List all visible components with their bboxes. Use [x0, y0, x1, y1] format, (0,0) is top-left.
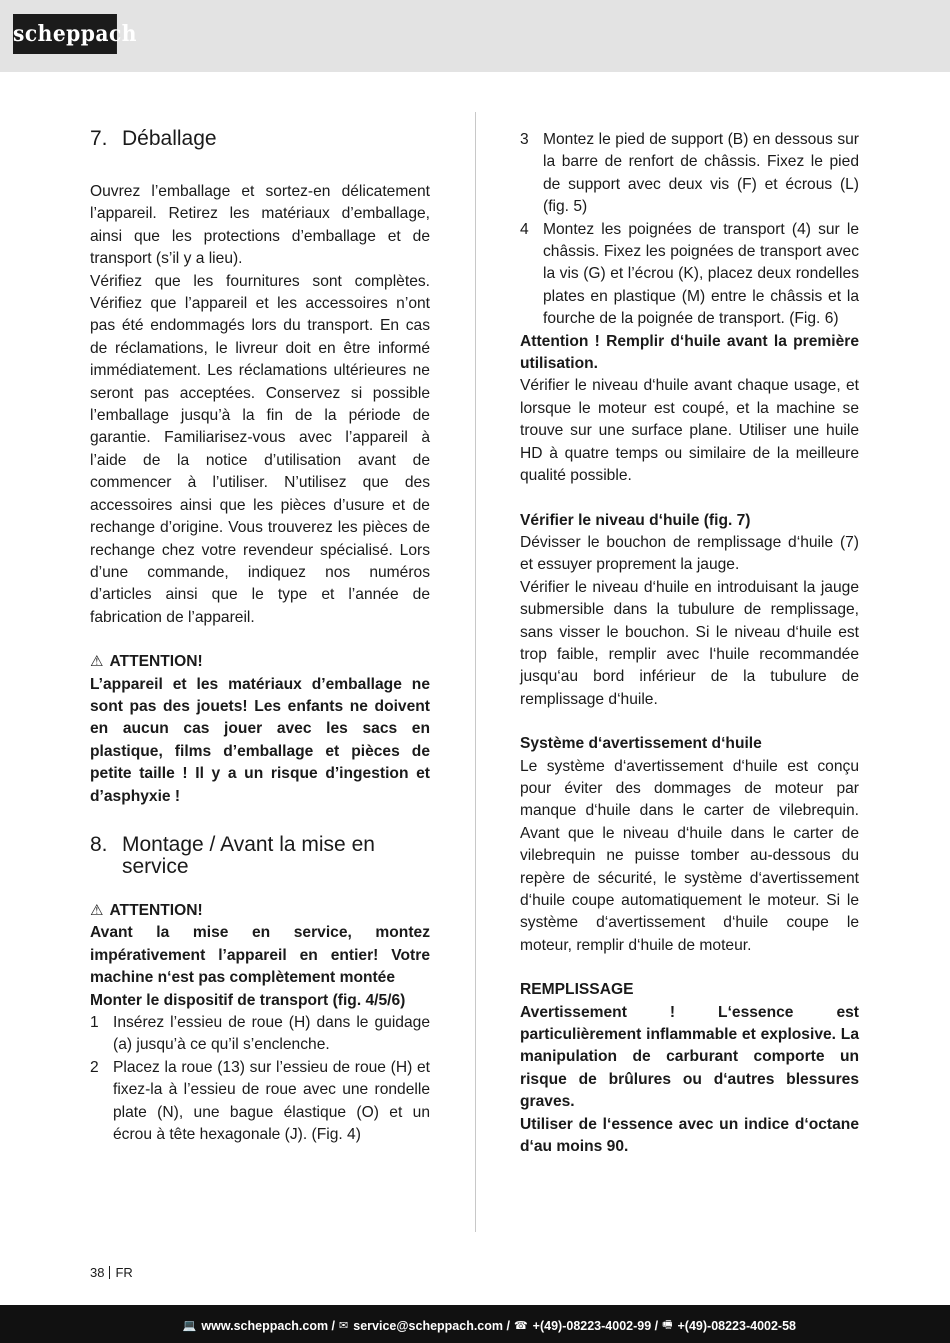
- step-text: Montez le pied de support (B) en dessous sur la barre de renfort de châssis. Fixez le pied de support avec deux vis (F) et écrous (L) (fig. 5): [543, 131, 859, 216]
- warning-text: Avant la mise en service, montez impérativement l’appareil en entier! Votre machine n‘est pas complètement montée: [90, 924, 430, 987]
- warning-label: ATTENTION!: [109, 901, 203, 919]
- right-column: [520, 129, 859, 1158]
- page-separator: [109, 1266, 110, 1279]
- step-number: 2: [90, 1058, 99, 1076]
- section-8-heading: [90, 834, 430, 878]
- list-item: [90, 1012, 430, 1057]
- step-number: 1: [90, 1014, 99, 1031]
- refuel-octane: Utiliser de l‘essence avec un indice d‘octane d‘au moins 90.: [520, 1115, 859, 1156]
- unpack-paragraph-1: Ouvrez l’emballage et sortez-en délicatement l’appareil. Retirez les matériaux d’emballage, ainsi que les protections d’emballage et de transport (s’il y a lieu).: [90, 183, 430, 268]
- footer-website[interactable]: www.scheppach.com /: [201, 1318, 336, 1333]
- list-item: [520, 219, 859, 331]
- footer-band: [0, 1305, 950, 1343]
- section-number: 7.: [90, 127, 108, 150]
- oil-alarm-paragraph: Le système d‘avertissement d‘huile est conçu pour éviter des dommages de moteur par manque d‘huile dans le carter de vilebrequin. Avant que le niveau d‘huile dans le carter de vilebrequin ne puisse tomber au-dessous du repère de sécurité, le système d‘avertissement d‘huile coupe automatiquement le moteur. Si le système d‘avertissement d‘huile coupe le moteur, remplir d‘huile de moteur.: [520, 757, 859, 954]
- footer-fax: +(49)-08223-4002-58: [677, 1318, 796, 1333]
- section-7-heading: [90, 128, 430, 150]
- oil-alarm-heading: Système d‘avertissement d‘huile: [520, 735, 762, 753]
- section-title: Montage / Avant la mise en service: [122, 832, 375, 878]
- footer-contacts: [183, 1316, 796, 1335]
- warning-heading: [90, 651, 430, 673]
- transport-subheading: Monter le dispositif de transport (fig. 4/5/6): [90, 991, 406, 1009]
- warning-icon: ⚠: [90, 653, 104, 671]
- mail-icon: ✉: [339, 1320, 349, 1332]
- page-language: FR: [115, 1265, 133, 1280]
- footer-phone: +(49)-08223-4002-99 /: [532, 1318, 659, 1333]
- warning-heading: [90, 900, 430, 922]
- oil-check-paragraph-1: Dévisser le bouchon de remplissage d‘huile (7) et essuyer proprement la jauge.: [520, 533, 859, 574]
- step-text: Montez les poignées de transport (4) sur le châssis. Fixez les poignées de transport avec la vis (G) et l’écrou (K), placez deux rondelles plates en plastique (M) entre le châssis et la fourche de la poignée de transport. (Fig. 6): [543, 220, 859, 328]
- scheppach-logo: scheppach: [13, 14, 117, 54]
- step-text: Insérez l’essieu de roue (H) dans le guidage (a) jusqu’à ce qu’il s’enclenche.: [113, 1014, 430, 1054]
- fax-icon: 🖷: [662, 1319, 673, 1331]
- step-number: 4: [520, 220, 529, 238]
- oil-check-paragraph-2: Vérifier le niveau d‘huile en introduisant la jauge submersible dans la tubulure de remplissage, sans visser le bouchon. Si le niveau d‘huile est trop faible, remplir avec l‘huile recommandée jusqu‘au bord inférieur de la tubulure de remplissage d‘huile.: [520, 578, 859, 708]
- footer-email[interactable]: service@scheppach.com /: [353, 1318, 510, 1333]
- oil-warning: Attention ! Remplir d‘huile avant la première utilisation.: [520, 332, 859, 373]
- phone-icon: ☎: [513, 1320, 528, 1332]
- oil-check-heading: Vérifier le niveau d‘huile (fig. 7): [520, 511, 751, 529]
- refuel-heading: REMPLISSAGE: [520, 981, 634, 999]
- refuel-warning: Avertissement ! L‘essence est particulièrement inflammable et explosive. La manipulation de carburant comporte un risque de brûlures ou d‘autres blessures graves.: [520, 1003, 859, 1111]
- step-text: Placez la roue (13) sur l’essieu de roue (H) et fixez-la à l’essieu de roue avec une rondelle plate (N), une bague élastique (O) et un écrou à tête hexagonale (J). (Fig. 4): [113, 1058, 430, 1144]
- warning-icon: ⚠: [90, 901, 104, 919]
- unpack-paragraph-2: Vérifiez que les fournitures sont complètes. Vérifiez que l’appareil et les accessoires n’ont pas été endommagés lors du transport. En cas de réclamations, le livreur doit en être informé immédiatement. Les réclamations ultérieures ne seront pas acceptées. Conservez si possible l’emballage jusqu’à la fin de la période de garantie. Familiarisez-vous avec l’appareil à l’aide de la notice d’utilisation avant de commencer à l’utiliser. N’utilisez que des accessoires ainsi que les pièces d’usure et de rechange d’origine. Vous trouverez les pièces de rechange chez votre revendeur spécialisé. Lors d’une commande, indiquez nos numéros d’articles ainsi que le type et l’année de fabrication de l’appareil.: [90, 272, 430, 626]
- warning-text: L’appareil et les matériaux d’emballage ne sont pas des jouets! Les enfants ne doivent en aucun cas jouer avec les sacs en plastique, films d’emballage et pièces de petite taille ! Il y a un risque d’ingestion et d’asphyxie !: [90, 675, 430, 805]
- list-item: [520, 129, 859, 219]
- section-title: Déballage: [122, 127, 217, 150]
- list-item: [90, 1057, 430, 1147]
- column-divider: [475, 112, 476, 1232]
- oil-paragraph: Vérifier le niveau d‘huile avant chaque usage, et lorsque le moteur est coupé, et la machine se trouve sur une surface plane. Utiliser une huile HD à quatre temps ou similaire de la meilleure qualité possible.: [520, 377, 859, 485]
- left-column: [90, 120, 430, 1146]
- section-number: 8.: [90, 832, 108, 856]
- warning-label: ATTENTION!: [109, 653, 203, 671]
- header-band: [0, 0, 950, 72]
- page-number-value: 38: [90, 1265, 105, 1280]
- page-number: [90, 1265, 133, 1280]
- step-number: 3: [520, 131, 529, 148]
- computer-icon: 💻: [182, 1320, 197, 1332]
